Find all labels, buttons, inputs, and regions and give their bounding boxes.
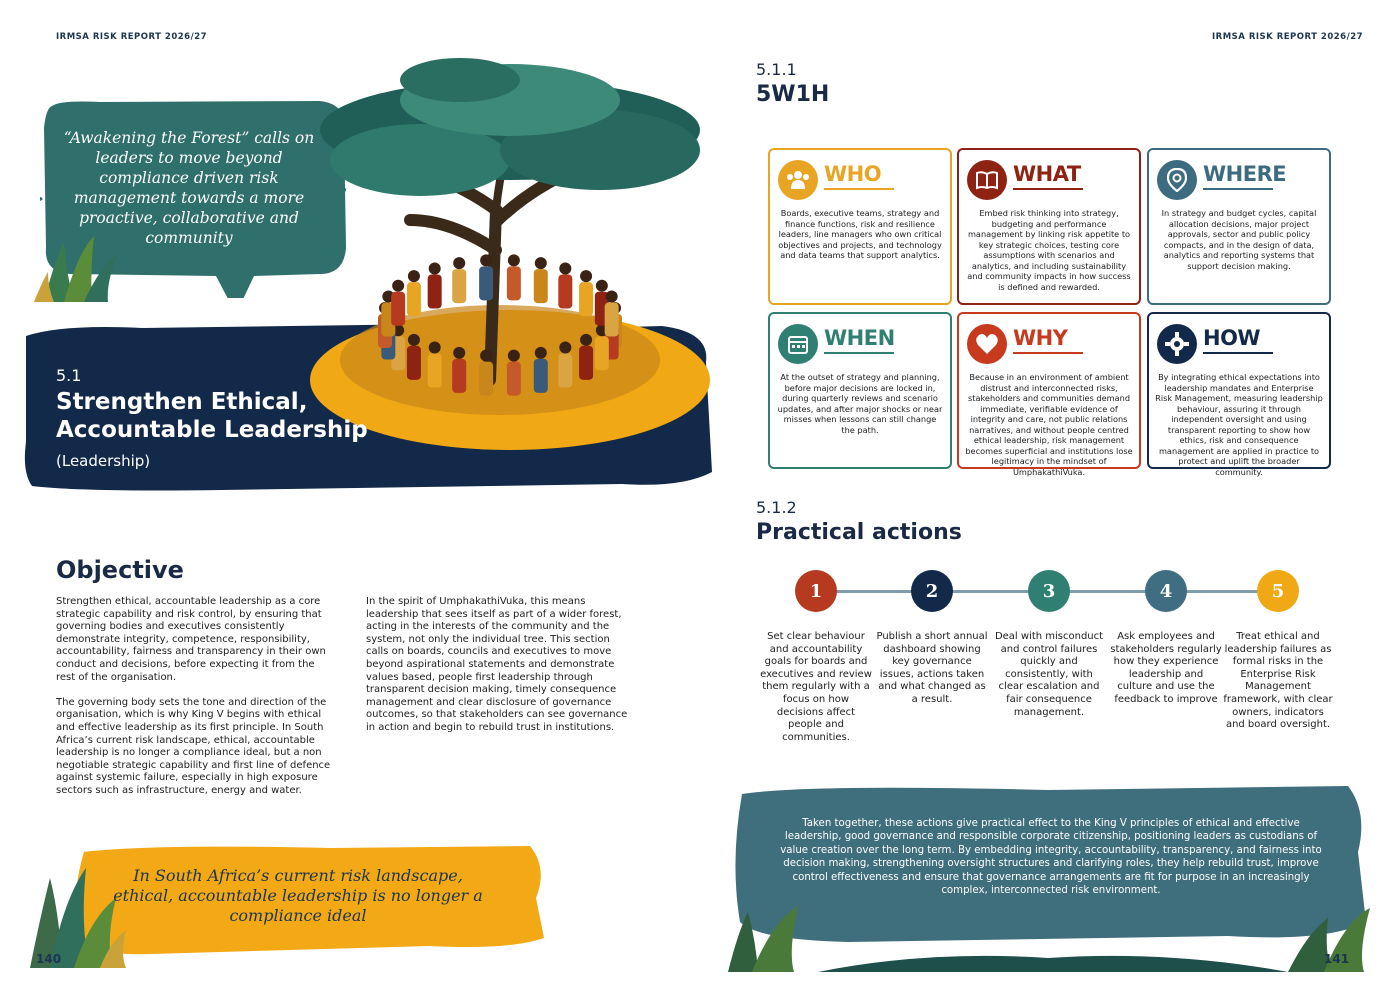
step-text: Deal with misconduct and control failures quickly and consistently, with clear escalation and fair consequence management. (994, 631, 1104, 718)
card-heading-underline (1013, 188, 1083, 190)
community-person (479, 362, 493, 396)
community-person-head (453, 257, 465, 269)
step-text: Set clear behaviour and accountability goals for boards and executives and review them regularly with a focus on how decisions affect people and communities. (760, 631, 872, 743)
page-number-left: 140 (36, 952, 62, 966)
card-heading: WHERE (1203, 162, 1287, 186)
step-number-circle: 3 (1028, 570, 1070, 612)
card-heading-underline (1203, 352, 1273, 354)
community-person (452, 269, 466, 303)
card-heading-underline (824, 352, 894, 354)
card-what (957, 148, 1141, 305)
card-heading: WHEN (824, 326, 895, 350)
step-number-circle: 5 (1257, 570, 1299, 612)
community-person-head (453, 347, 465, 359)
card-how (1147, 312, 1331, 477)
community-person-head (408, 334, 420, 346)
community-person (558, 274, 572, 308)
heart-icon (967, 324, 1007, 364)
card-heading-underline (824, 188, 894, 190)
community-person (507, 362, 521, 396)
location-pin-icon (1157, 160, 1197, 200)
grass-illustration (34, 232, 124, 302)
actions-section-number: 5.1.2 (756, 498, 797, 517)
leadership-quote: “Awakening the Forest” calls on leaders to move beyond compliance driven risk management towards a more proactive, collaborative and community (63, 129, 315, 247)
objective-paragraph: Strengthen ethical, accountable leadership as a core strategic capability and risk control, by ensuring that governing bodies and executives consistently demonstrate integrity, competence, responsibility, accountability, fairness and transparency in their own conduct and decisions, before expecting it from the rest of the organisation. (56, 596, 326, 683)
step-text: Treat ethical and leadership failures as formal risks in the Enterprise Risk Management framework, with clear owners, indicators and board oversight. (1223, 631, 1333, 731)
step-text: Ask employees and stakeholders regularly how they experience leadership and culture and use the feedback to improve (1110, 631, 1222, 705)
community-person-head (535, 257, 547, 269)
card-heading: WHO (824, 162, 882, 186)
community-person (428, 274, 442, 308)
community-person-head (559, 342, 571, 354)
community-person (507, 266, 521, 300)
card-text: In strategy and budget cycles, capital allocation decisions, major project approvals, sector and public policy compacts, and in the design of data, analytics and reporting systems that support decision making. (1161, 208, 1317, 271)
step-number-circle: 1 (795, 570, 837, 612)
card-text: By integrating ethical expectations into leadership mandates and Enterprise Risk Management, measuring leadership behaviour, assuring it through independent oversight and using transparent reporting to show how ethics, risk and consequence management are applied in practice to protect and uplift the broader community. (1155, 372, 1323, 477)
card-when (768, 312, 952, 469)
objective-paragraph: The governing body sets the tone and direction of the organisation, which is why King V begins with ethical and effective leadership as its first principle. In South Africa’s current risk landscape, ethical, accountable leadership is no longer a compliance ideal, but a non negotiable strategic capability and first line of defence against systemic failure, especially in high exposure sectors such as infrastructure, energy and water. (56, 696, 331, 796)
community-person-head (480, 350, 492, 362)
card-who (768, 148, 952, 305)
actions-section-title: Practical actions (756, 520, 962, 545)
community-person (579, 346, 593, 380)
community-person (595, 336, 609, 370)
people-icon (778, 160, 818, 200)
section-title-line1: Strengthen Ethical, (56, 389, 308, 415)
community-person-head (429, 342, 441, 354)
community-person-head (392, 280, 404, 292)
community-person (407, 282, 421, 316)
community-person-head (559, 262, 571, 274)
w1h-section-title: 5W1H (756, 82, 830, 107)
card-why (957, 312, 1141, 477)
community-person (391, 292, 405, 326)
community-person-head (580, 270, 592, 282)
community-person (407, 346, 421, 380)
community-person-head (508, 350, 520, 362)
calendar-icon (778, 324, 818, 364)
objective-column-2 (366, 596, 634, 747)
community-person-head (429, 262, 441, 274)
objective-paragraph: In the spirit of UmphakathiVuka, this means leadership that sees itself as part of a wider forest, acting in the interests of the community and the system, not only the individual tree. This section calls on boards, councils and executives to move beyond aspirational statements and demonstrate values based, people first leadership through transparent decision making, timely consequence management and clear disclosure of governance outcomes, so that stakeholders can see governance in action and begin to rebuild trust in institutions. (366, 596, 628, 733)
community-person (534, 269, 548, 303)
community-person (579, 282, 593, 316)
card-where (1147, 148, 1331, 305)
card-heading: WHAT (1013, 162, 1081, 186)
community-person (479, 266, 493, 300)
report-header-left: IRMSA RISK REPORT 2026/27 (56, 32, 208, 42)
section-number: 5.1 (56, 366, 82, 385)
community-person-head (508, 254, 520, 266)
card-heading-underline (1013, 352, 1083, 354)
tree-community-illustration (300, 50, 720, 450)
community-person (452, 359, 466, 393)
objective-heading: Objective (56, 556, 184, 584)
step-text: Publish a short annual dashboard showing key governance issues, actions taken and what changed as a result. (876, 631, 988, 705)
step-number-circle: 2 (911, 570, 953, 612)
w1h-section-number: 5.1.1 (756, 60, 797, 79)
callout-text: In South Africa’s current risk landscape, ethical, accountable leadership is no longer a compliance ideal (113, 866, 483, 925)
community-person (558, 354, 572, 388)
community-person-head (596, 280, 608, 292)
report-header-right: IRMSA RISK REPORT 2026/27 (1212, 32, 1364, 42)
card-heading-underline (1203, 188, 1273, 190)
community-person (534, 359, 548, 393)
community-person (428, 354, 442, 388)
card-heading: WHY (1013, 326, 1068, 350)
card-heading: HOW (1203, 326, 1261, 350)
section-title-line2: Accountable Leadership (56, 417, 368, 443)
community-person-head (606, 291, 618, 303)
community-person-head (480, 254, 492, 266)
step-number-circle: 4 (1145, 570, 1187, 612)
summary-text: Taken together, these actions give practical effect to the King V principles of ethical and effective leadership, good governance and responsible corporate citizenship, positioning leaders as custodians of value creation over the long term. By embedding integrity, accountability, transparency, and fairness into decision making, strengthening oversight structures and clarifying roles, they help rebuild trust, improve control effectiveness and ensure that governance arrangements are fit for purpose in an increasingly complex, interconnected risk environment. (780, 818, 1322, 897)
page-number-right: 141 (1324, 952, 1350, 966)
card-text: Embed risk thinking into strategy, budgeting and performance management by linking risk appetite to key strategic choices, testing core assumptions with scenarios and analytics, and including sustainability and community impacts in how success is defined and rewarded. (967, 208, 1131, 292)
card-text: Because in an environment of ambient distrust and interconnected risks, stakeholders and communities demand immediate, verifiable evidence of integrity and care, not public relations narratives, and without people centred ethical leadership, risk management becomes superficial and institutions lose legitimacy in the mindset of UmphakathiVuka. (965, 372, 1133, 477)
community-person-head (580, 334, 592, 346)
community-person-head (408, 270, 420, 282)
card-text: At the outset of strategy and planning, before major decisions are locked in, during quarterly reviews and scenario updates, and after major shocks or near misses when lessons can still change the path. (777, 372, 943, 435)
community-person (605, 303, 619, 337)
gear-icon (1157, 324, 1197, 364)
book-icon (967, 160, 1007, 200)
card-text: Boards, executive teams, strategy and finance functions, risk and resilience leaders, line managers who own critical objectives and projects, and technology and data teams that support analytics. (778, 208, 942, 260)
objective-column-1 (56, 596, 334, 810)
community-person-head (535, 347, 547, 359)
section-subtitle: (Leadership) (56, 452, 151, 470)
